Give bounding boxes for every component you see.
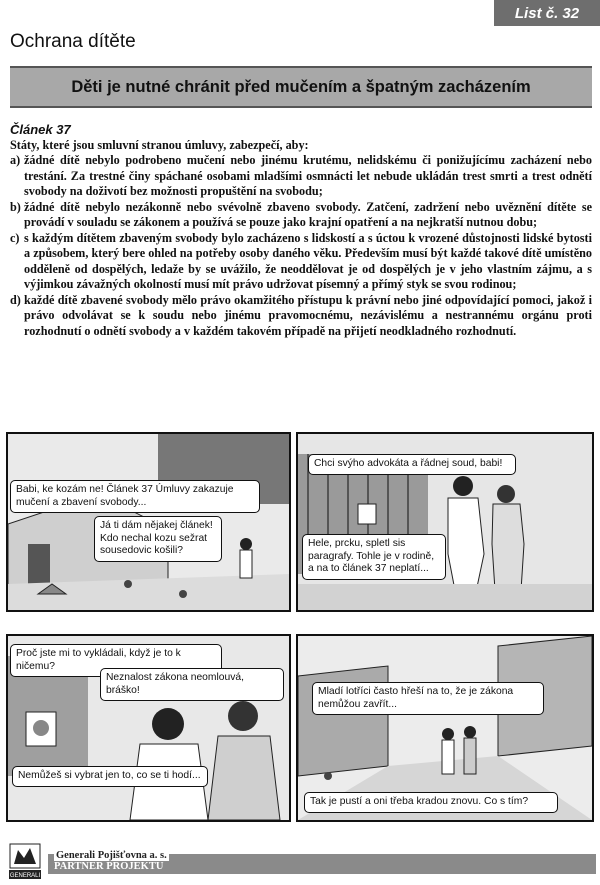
topic-banner	[10, 66, 592, 108]
article-item	[10, 200, 592, 231]
speech-bubble: Chci svýho advokáta a řádnej soud, babi!	[308, 454, 516, 475]
comic-panel-4	[296, 634, 594, 822]
item-letter: a)	[10, 153, 21, 167]
speech-bubble: Nemůžeš si vybrat jen to, co se ti hodí...	[12, 766, 208, 787]
item-text: žádné dítě nebylo nezákonně nebo svévolně zbaveno svobody. Zatčení, zadržení nebo uvěznění dítěte se provádí v souladu se zákonem a používá se pouze jako krajní opatření a na nejkratší nutnou dobu;	[24, 199, 592, 229]
article-text	[10, 122, 592, 339]
item-letter: b)	[10, 199, 21, 214]
item-text: s každým dítětem zbaveným svobody bylo zacházeno s lidskostí a s úctou k vrozené důstojnosti lidské bytosti a způsobem, který bere ohled na potřeby osoby daného věku. Především musí být každé takové dítě umístěno odděleně od dospělých, ledaže by se uvážilo, že neoddělovat je od dospělých je v jeho vlastním zájmu, a s výjimkou závažných okolností musí mít právo udržovat písemný a přímý styk se svou rodinou;	[24, 230, 592, 291]
banner-text: Děti je nutné chránit před mučením a špatným zacházením	[71, 77, 531, 96]
article-item	[10, 231, 592, 293]
partner-text	[54, 850, 169, 872]
partner-name: Generali Pojišťovna a. s.	[56, 850, 167, 861]
article-heading: Článek 37	[10, 122, 71, 137]
speech-bubble: Babi, ke kozám ne! Článek 37 Úmluvy zakazuje mučení a zbavení svobody...	[10, 480, 260, 513]
sheet-number-tag: List č. 32	[494, 0, 600, 26]
article-intro: Státy, které jsou smluvní stranou úmluvy, zabezpečí, aby:	[10, 137, 309, 152]
speech-bubble: Proč jste mi to vykládali, když je to k ničemu?	[10, 644, 222, 677]
item-text: žádné dítě nebylo podrobeno mučení nebo jinému krutému, nelidskému či ponižujícímu zacházení nebo trestání. Za trestné činy spáchané osobami mladšími osmnácti let nebude ukládán trest smrti a trest odnětí svobody na doživotí bez možnosti propuštění na svobodu;	[24, 153, 592, 198]
speech-bubble: Mladí lotříci často hřeší na to, že je zákona nemůžou zavřít...	[312, 682, 544, 715]
item-letter: d)	[10, 292, 21, 307]
section-title: Ochrana dítěte	[10, 31, 136, 52]
article-item	[10, 293, 592, 340]
item-text: každé dítě zbavené svobody mělo právo okamžitého přístupu k právní nebo jiné odpovídající pomoci, jakož i právo odvolávat se k soudu nebo jinému pravomocnému, nezávislému a nestrannému orgánu proti rozhodnutí o odnětí svobody a v každém takovém případě na přijetí neodkladného rozhodnutí.	[24, 292, 592, 338]
footer	[8, 840, 596, 880]
speech-bubble: Neznalost zákona neomlouvá, bráško!	[100, 668, 284, 701]
article-item	[10, 153, 592, 200]
partner-label: PARTNER PROJEKTU	[54, 861, 164, 872]
item-letter: c)	[10, 230, 20, 245]
generali-logo	[8, 840, 42, 880]
speech-bubble: Tak je pustí a oni třeba kradou znovu. Co s tím?	[304, 792, 558, 813]
svg-text:GENERALI: GENERALI	[9, 873, 41, 879]
speech-bubble: Hele, prcku, spletl sis paragrafy. Tohle je v rodině, a na to článek 37 neplatí...	[302, 534, 446, 580]
comic-panel-3	[6, 634, 291, 822]
speech-bubble: Já ti dám nějakej článek! Kdo nechal kozu sežrat sousedovic košili?	[94, 516, 222, 562]
comic-panel-1	[6, 432, 291, 612]
comic-panel-2	[296, 432, 594, 612]
